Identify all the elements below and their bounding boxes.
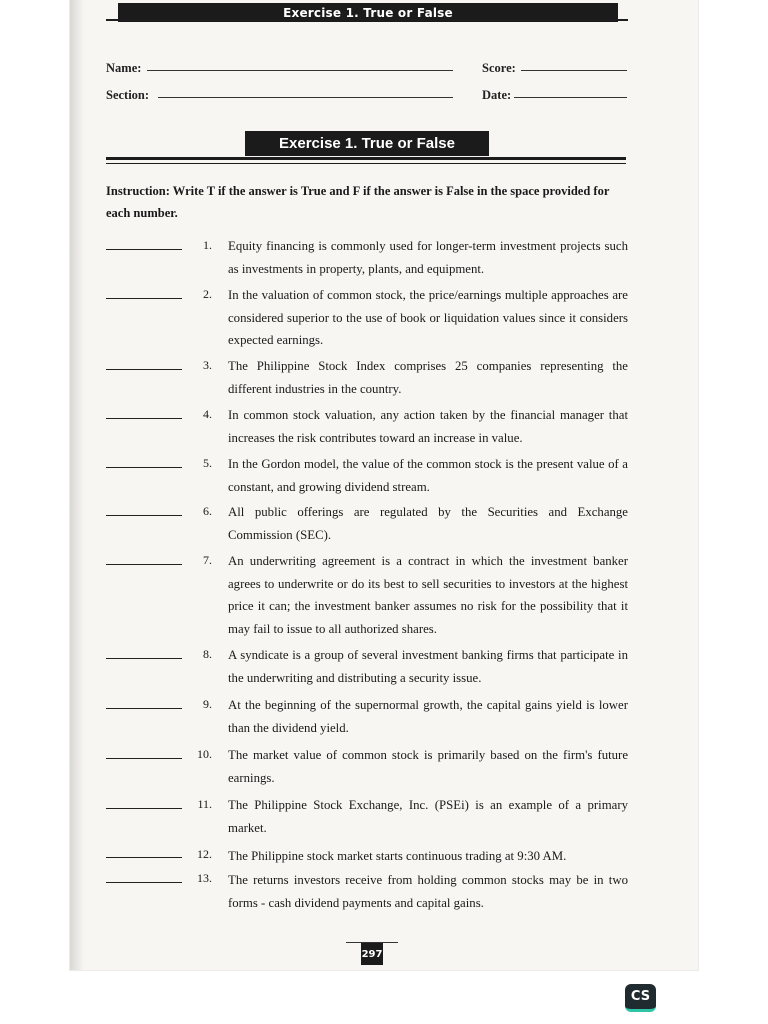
answer-blank[interactable] <box>106 515 182 516</box>
answer-blank[interactable] <box>106 708 182 709</box>
question-number: 5. <box>203 456 212 470</box>
instruction-lead: Instruction: <box>106 184 170 198</box>
question-number: 12. <box>197 847 212 861</box>
question-text: In the Gordon model, the value of the common stock is the present value of a constant, and growing dividend stream. <box>228 457 628 494</box>
top-divider <box>106 19 628 21</box>
question-number: 6. <box>203 504 212 518</box>
page-shadow <box>70 0 84 970</box>
question-number: 3. <box>203 358 212 372</box>
instruction <box>106 180 631 224</box>
answer-blank[interactable] <box>106 758 182 759</box>
camscanner-badge: CS <box>625 984 656 1012</box>
exercise-title: Exercise 1. True or False <box>245 131 489 156</box>
question-text: The market value of common stock is primarily based on the firm's future earnings. <box>228 748 628 785</box>
answer-blank[interactable] <box>106 658 182 659</box>
date-field[interactable] <box>514 97 627 98</box>
date-label: Date: <box>482 88 512 102</box>
answer-blank[interactable] <box>106 369 182 370</box>
question-text: At the beginning of the supernormal growth, the capital gains yield is lower than the dividend yield. <box>228 698 628 735</box>
question-text: The Philippine stock market starts continuous trading at 9:30 AM. <box>228 849 567 863</box>
name-label: Name: <box>106 61 142 75</box>
question-number: 8. <box>203 647 212 661</box>
question-text: The Philippine Stock Index comprises 25 companies representing the different industries in the country. <box>228 359 628 396</box>
question-text: A syndicate is a group of several investment banking firms that participate in the underwriting and distributing a security issue. <box>228 648 628 685</box>
question-number: 13. <box>197 871 212 885</box>
answer-blank[interactable] <box>106 467 182 468</box>
question-text: All public offerings are regulated by the Securities and Exchange Commission (SEC). <box>228 505 628 542</box>
answer-blank[interactable] <box>106 857 182 858</box>
answer-blank[interactable] <box>106 249 182 250</box>
question-text: The Philippine Stock Exchange, Inc. (PSEi) is an example of a primary market. <box>228 798 628 835</box>
answer-blank[interactable] <box>106 564 182 565</box>
answer-blank[interactable] <box>106 882 182 883</box>
question-text: The returns investors receive from holding common stocks may be in two forms - cash dividend payments and capital gains. <box>228 873 628 910</box>
question-number: 10. <box>197 747 212 761</box>
question-number: 7. <box>203 553 212 567</box>
section-field[interactable] <box>158 97 453 98</box>
question-text: In the valuation of common stock, the price/earnings multiple approaches are considered superior to the use of book or liquidation values since it considers expected earnings. <box>228 288 628 348</box>
answer-blank[interactable] <box>106 298 182 299</box>
question-text: In common stock valuation, any action taken by the financial manager that increases the risk contributes toward an increase in value. <box>228 408 628 445</box>
score-field[interactable] <box>521 70 627 71</box>
question-number: 1. <box>203 238 212 252</box>
question-text: Equity financing is commonly used for longer-term investment projects such as investments in property, plants, and equipment. <box>228 239 628 276</box>
question-text: An underwriting agreement is a contract in which the investment banker agrees to underwrite or do its best to sell securities to investors at the highest price it can; the investment banker assumes no risk for the possibility that it may fail to issue to all authorized shares. <box>228 554 628 636</box>
question-number: 2. <box>203 287 212 301</box>
section-label: Section: <box>106 88 150 102</box>
answer-blank[interactable] <box>106 808 182 809</box>
title-divider-thin <box>106 163 626 164</box>
score-label: Score: <box>482 61 516 75</box>
page-number: 297 <box>361 943 383 965</box>
question-number: 11. <box>197 797 212 811</box>
instruction-text: Write T if the answer is True and F if the answer is False in the space provided for each number. <box>106 184 610 220</box>
answer-blank[interactable] <box>106 418 182 419</box>
question-number: 4. <box>203 407 212 421</box>
title-divider-thick <box>106 157 626 160</box>
top-exercise-banner: Exercise 1. True or False <box>118 3 618 22</box>
name-field[interactable] <box>147 70 453 71</box>
question-number: 9. <box>203 697 212 711</box>
